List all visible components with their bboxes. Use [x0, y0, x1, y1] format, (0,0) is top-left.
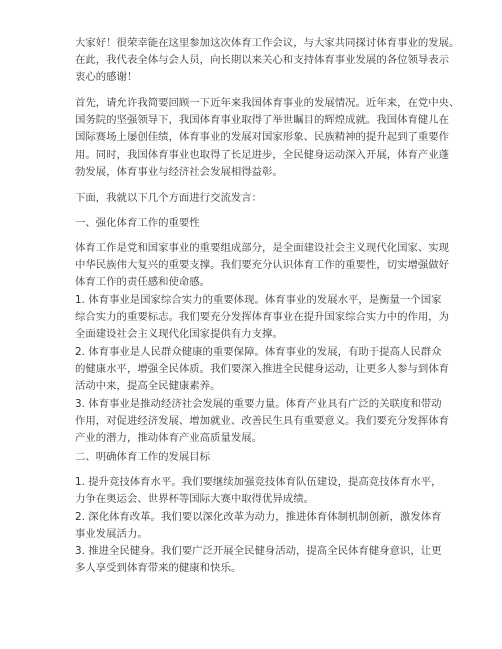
section-heading-1 — [75, 215, 435, 232]
text-line: 勃发展，体育事业与经济社会发展相得益彰。 — [75, 165, 283, 178]
list-item-2-1 — [75, 474, 442, 508]
text-line: 下面，我就以下几个方面进行交流发言： — [75, 192, 263, 204]
list-item-1-1 — [75, 292, 450, 344]
text-line: 1. 体育事业是国家综合实力的重要体现。体育事业的发展水平，是衡量一个国家 — [75, 294, 442, 306]
text-line: 3. 推进全民健身。我们要广泛开展全民健身活动，提高全民体育健身意识，让更 — [75, 545, 442, 557]
text-line: 首先，请允许我简要回顾一下近年来我国体育事业的发展情况。近年来，在党中央、 — [75, 97, 460, 109]
paragraph-transition — [75, 190, 435, 207]
section-heading-2 — [75, 449, 435, 466]
text-line: 衷心的感谢！ — [75, 71, 138, 84]
text-line: 力争在奥运会、世界杯等国际大赛中取得优异成绩。 — [75, 493, 314, 506]
heading-text: 一、强化体育工作的重要性 — [75, 217, 200, 229]
list-item-1-3 — [75, 396, 450, 448]
text-line: 中华民族伟大复兴的重要支撑。我们要充分认识体育工作的重要性，切实增强做好 — [75, 259, 450, 272]
text-line: 综合实力的重要标志。我们要充分发挥体育事业在提升国家综合实力中的作用，为 — [75, 311, 450, 324]
text-line: 大家好！很荣幸能在这里参加这次体育工作会议，与大家共同探讨体育事业的发展。 — [75, 37, 460, 49]
paragraph-importance — [75, 240, 450, 292]
text-line: 2. 体育事业是人民群众健康的重要保障。体育事业的发展，有助于提高人民群众 — [75, 346, 442, 358]
text-line: 作用，对促进经济发展、增加就业、改善民生具有重要意义。我们要充分发挥体育 — [75, 415, 450, 428]
paragraph-review — [75, 95, 460, 181]
heading-text: 二、明确体育工作的发展目标 — [75, 451, 211, 463]
text-line: 用。同时，我国体育事业也取得了长足进步，全民健身运动深入开展，体育产业蓬 — [75, 148, 450, 161]
text-line: 国务院的坚强领导下，我国体育事业取得了举世瞩目的辉煌成就。我国体育健儿在 — [75, 114, 450, 127]
text-line: 3. 体育事业是推动经济社会发展的重要力量。体育产业具有广泛的关联度和带动 — [75, 398, 442, 410]
text-line: 的健康水平，增强全民体质。我们要深入推进全民健身运动，让更多人参与到体育 — [75, 363, 450, 376]
text-line: 多人享受到体育带来的健康和快乐。 — [75, 562, 242, 575]
list-item-1-2 — [75, 344, 450, 396]
text-line: 体育工作的责任感和使命感。 — [75, 276, 211, 289]
text-line: 产业的潜力，推动体育产业高质量发展。 — [75, 432, 263, 445]
text-line: 在此，我代表全体与会人员，向长期以来关心和支持体育事业发展的各位领导表示 — [75, 54, 450, 67]
list-item-2-2 — [75, 509, 442, 543]
text-line: 1. 提升竞技体育水平。我们要继续加强竞技体育队伍建设，提高竞技体育水平， — [75, 476, 442, 488]
text-line: 国际赛场上屡创佳绩，体育事业的发展对国家形象、民族精神的提升起到了重要作 — [75, 131, 450, 144]
text-line: 体育工作是党和国家事业的重要组成部分，是全面建设社会主义现代化国家、实现 — [75, 242, 450, 254]
paragraph-intro — [75, 35, 460, 87]
text-line: 事业发展活力。 — [75, 528, 148, 541]
text-line: 2. 深化体育改革。我们要以深化改革为动力，推进体育体制机制创新，激发体育 — [75, 511, 442, 523]
list-item-2-3 — [75, 543, 442, 577]
text-line: 全面建设社会主义现代化国家提供有力支撑。 — [75, 328, 283, 341]
text-line: 活动中来，提高全民健康素养。 — [75, 380, 221, 393]
